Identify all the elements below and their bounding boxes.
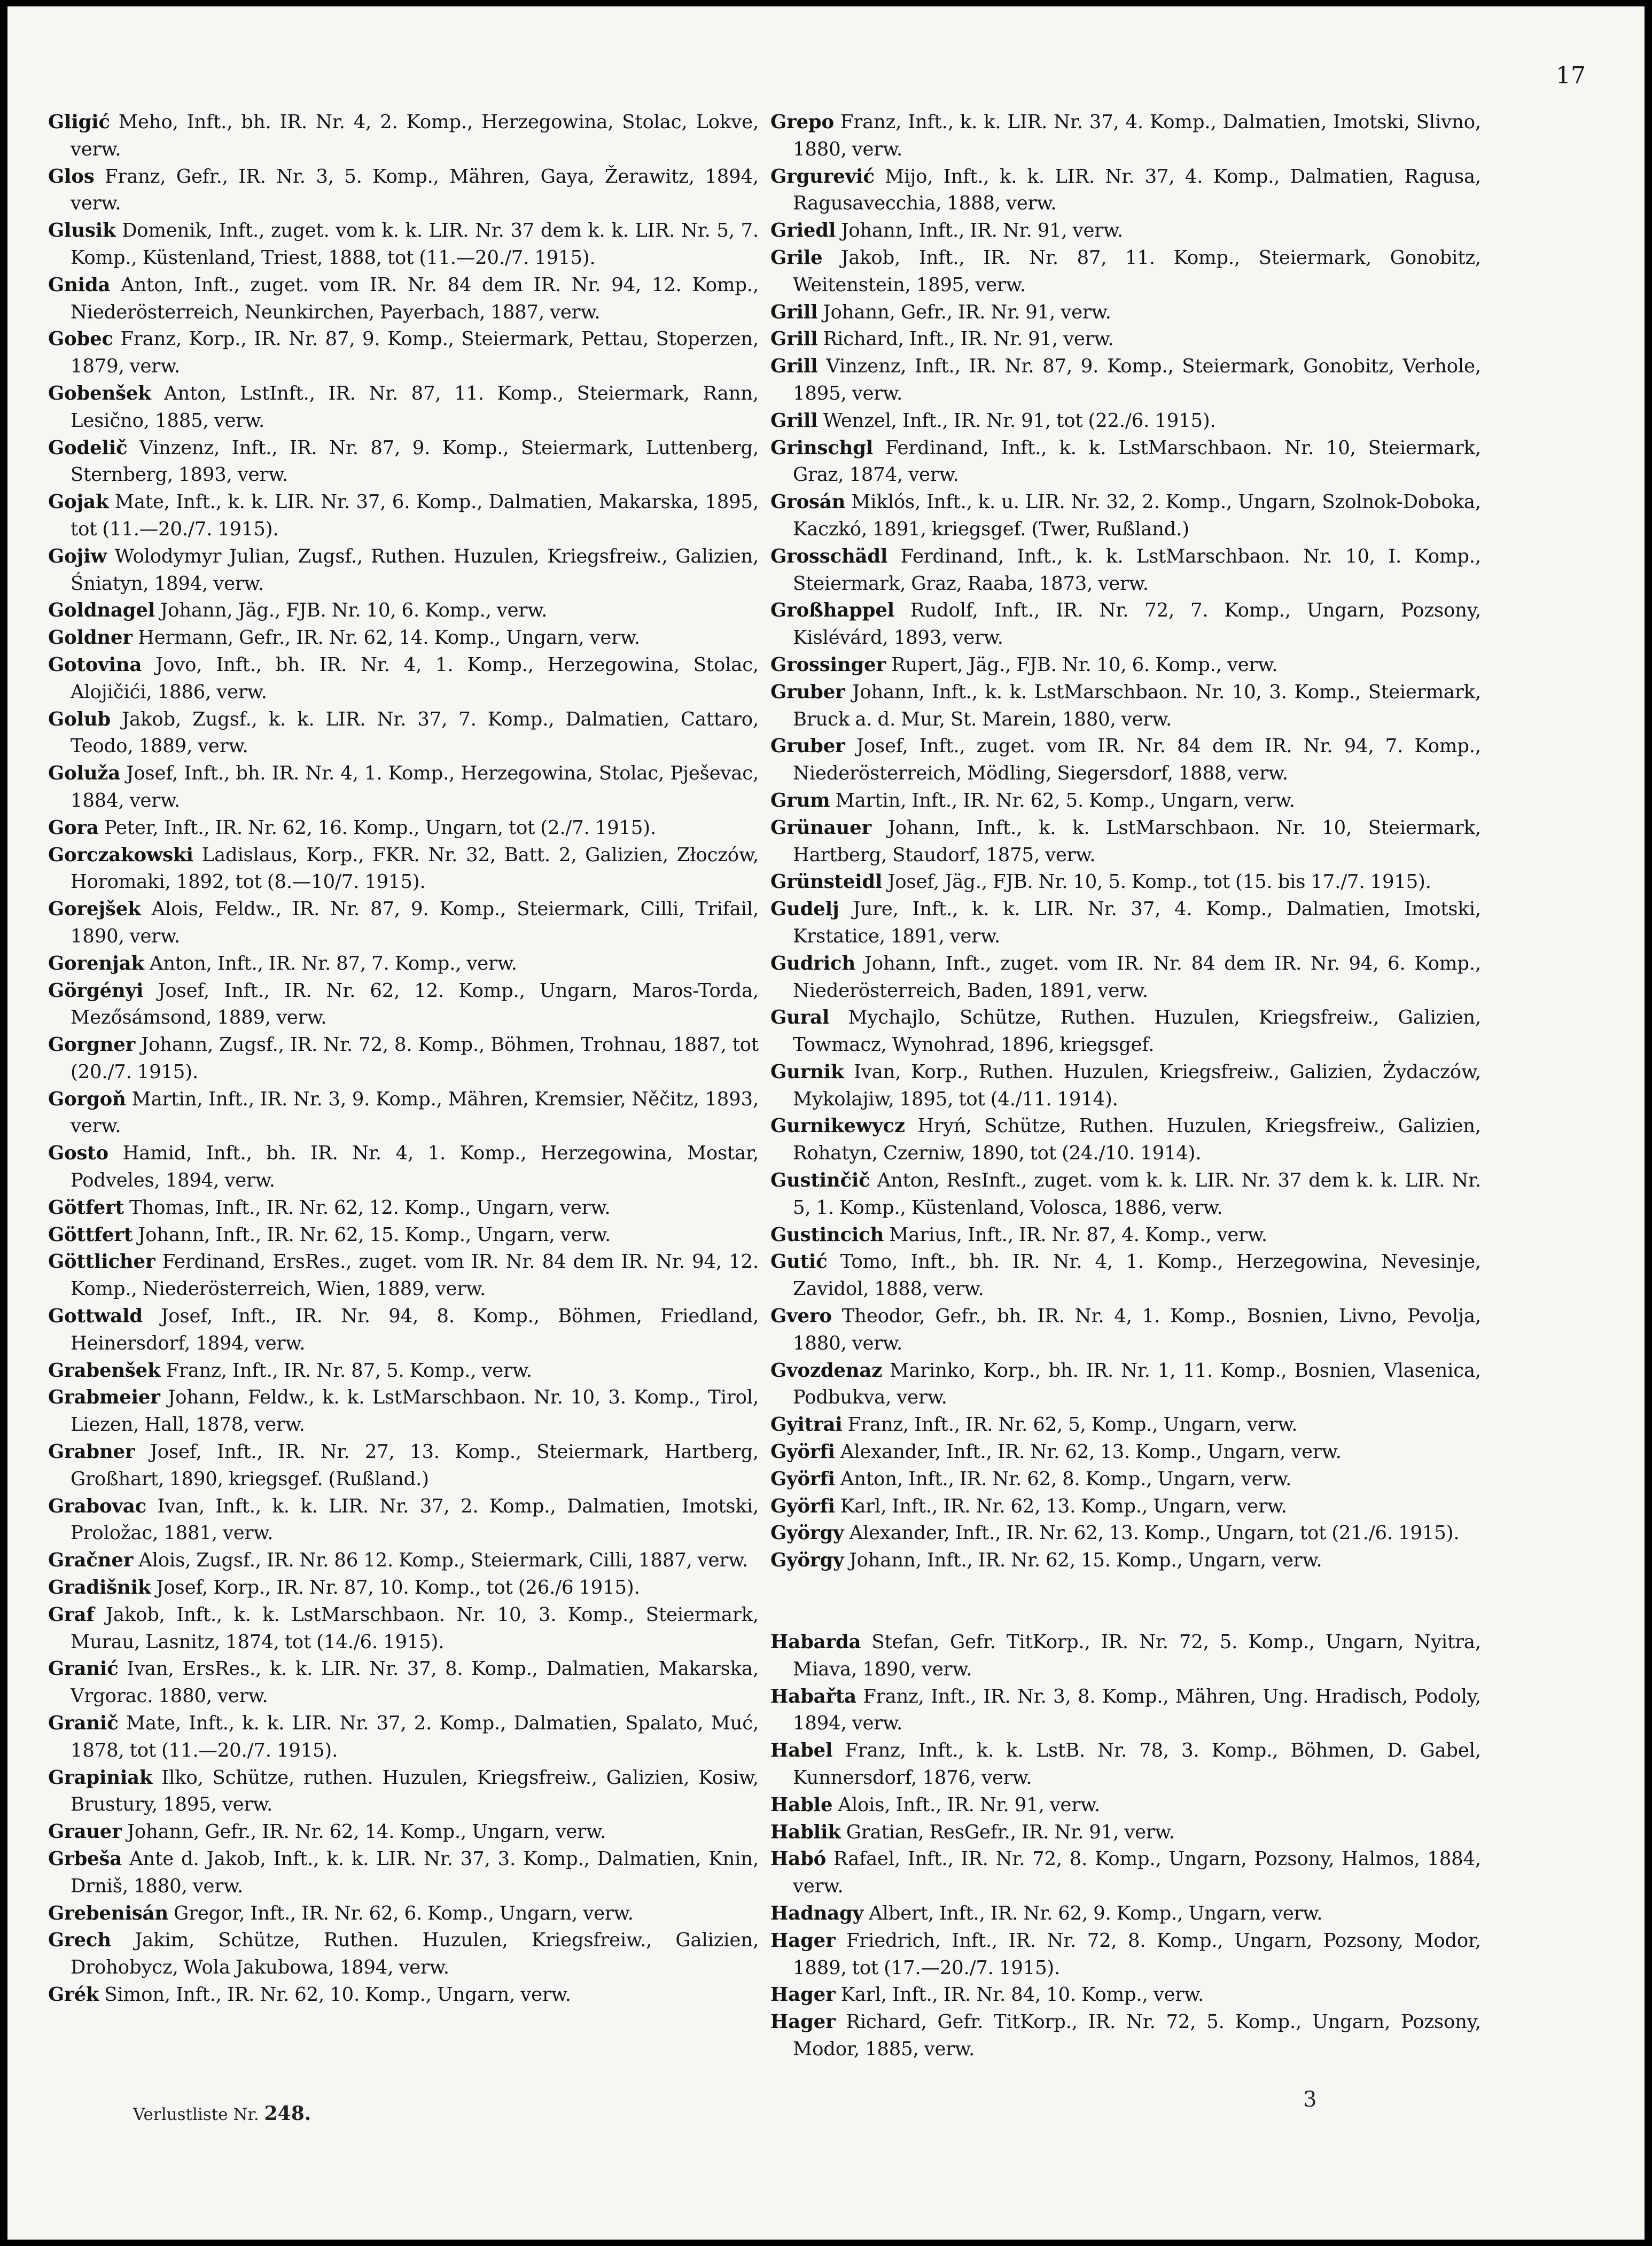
entry-surname: Glos: [48, 165, 95, 188]
entry-surname: Gvero: [770, 1305, 832, 1328]
entry-details: Johann, Inft., IR. Nr. 62, 15. Komp., Ungarn, verw.: [844, 1549, 1322, 1572]
entry-details: Anton, Inft., IR. Nr. 62, 8. Komp., Ungarn, verw.: [835, 1468, 1292, 1490]
footer-label: Verlustliste Nr.: [133, 2105, 259, 2124]
entry-details: Jakob, Zugsf., k. k. LIR. Nr. 37, 7. Komp., Dalmatien, Cattaro, Teodo, 1889, verw.: [71, 708, 759, 758]
list-entry: [770, 1547, 1481, 1574]
entry-surname: Grech: [48, 1929, 111, 1952]
list-entry: [770, 1439, 1481, 1466]
entry-surname: Grbeša: [48, 1848, 122, 1870]
list-entry: [48, 1249, 759, 1303]
entry-details: Ferdinand, Inft., k. k. LstMarschbaon. Nr. 10, I. Komp., Steiermark, Graz, Raaba, 1873, verw.: [793, 545, 1481, 595]
entry-surname: Hager: [770, 1984, 836, 2006]
entry-details: Jovo, Inft., bh. IR. Nr. 4, 1. Komp., Herzegowina, Stolac, Alojičići, 1886, verw.: [71, 653, 759, 703]
entry-details: Rafael, Inft., IR. Nr. 72, 8. Komp., Ungarn, Pozsony, Halmos, 1884, verw.: [793, 1848, 1481, 1898]
entry-surname: Györfi: [770, 1441, 835, 1463]
entry-details: Josef, Jäg., FJB. Nr. 10, 5. Komp., tot (15. bis 17./7. 1915).: [882, 871, 1431, 893]
entry-details: Mychajlo, Schütze, Ruthen. Huzulen, Kriegsfreiw., Galizien, Towmacz, Wynohrad, 1896, kriegsgef.: [793, 1007, 1481, 1056]
entry-surname: Gorgoň: [48, 1088, 126, 1110]
entry-details: Stefan, Gefr. TitKorp., IR. Nr. 72, 5. Komp., Ungarn, Nyitra, Miava, 1890, verw.: [793, 1631, 1481, 1680]
entry-surname: Grum: [770, 789, 830, 812]
entry-surname: Gorczakowski: [48, 844, 193, 866]
entry-surname: Golub: [48, 708, 111, 730]
entry-details: Rudolf, Inft., IR. Nr. 72, 7. Komp., Ungarn, Pozsony, Kislévárd, 1893, verw.: [793, 599, 1481, 649]
right-column-g-entries: [770, 109, 1481, 1574]
list-entry: [770, 1411, 1481, 1439]
list-entry: [770, 1167, 1481, 1222]
entry-details: Jure, Inft., k. k. LIR. Nr. 37, 4. Komp., Dalmatien, Imotski, Krstatice, 1891, verw.: [793, 898, 1481, 947]
entry-surname: Gotovina: [48, 653, 142, 676]
entry-surname: Gvozdenaz: [770, 1359, 883, 1382]
entry-details: Franz, Inft., k. k. LstB. Nr. 78, 3. Komp., Böhmen, D. Gabel, Kunnersdorf, 1876, verw.: [793, 1740, 1481, 1789]
footer-issue-number: 248.: [264, 2102, 311, 2125]
list-entry: [48, 1710, 759, 1765]
entry-surname: Graf: [48, 1603, 95, 1626]
entry-details: Johann, Feldw., k. k. LstMarschbaon. Nr. 10, 3. Komp., Tirol, Liezen, Hall, 1878, verw.: [71, 1386, 759, 1436]
entry-surname: Grebenisán: [48, 1902, 168, 1924]
entry-details: Mate, Inft., k. k. LIR. Nr. 37, 2. Komp., Dalmatien, Spalato, Muć, 1878, tot (11.—20./7. 1915).: [71, 1712, 759, 1761]
entry-surname: Görgényi: [48, 979, 144, 1002]
entry-details: Josef, Inft., IR. Nr. 62, 12. Komp., Ungarn, Maros-Torda, Mezősámsond, 1889, verw.: [71, 979, 759, 1029]
entry-details: Marinko, Korp., bh. IR. Nr. 1, 11. Komp., Bosnien, Vlasenica, Podbukva, verw.: [793, 1359, 1481, 1409]
entry-surname: Großhappel: [770, 599, 894, 622]
entry-details: Richard, Inft., IR. Nr. 91, verw.: [817, 328, 1114, 350]
entry-details: Anton, Inft., IR. Nr. 87, 7. Komp., verw.: [144, 952, 517, 974]
entry-surname: Grile: [770, 246, 823, 269]
entry-surname: Gruber: [770, 735, 845, 758]
right-column-h-entries: [770, 1629, 1481, 2063]
entry-surname: Grinschgl: [770, 436, 874, 459]
list-entry: [48, 1900, 759, 1928]
list-entry: [770, 1520, 1481, 1547]
entry-details: Alexander, Inft., IR. Nr. 62, 13. Komp., Ungarn, tot (21./6. 1915).: [844, 1522, 1460, 1545]
list-entry: [770, 869, 1481, 896]
entry-surname: Habó: [770, 1848, 827, 1870]
entry-surname: Grill: [770, 409, 818, 432]
entry-details: Ilko, Schütze, ruthen. Huzulen, Kriegsfreiw., Galizien, Kosiw, Brustury, 1895, verw.: [71, 1766, 759, 1816]
entry-details: Miklós, Inft., k. u. LIR. Nr. 32, 2. Komp., Ungarn, Szolnok-Doboka, Kaczkó, 1891, kriegsgef. (Twer, Rußland.): [793, 491, 1481, 540]
entry-details: Tomo, Inft., bh. IR. Nr. 4, 1. Komp., Herzegowina, Nevesinje, Zavidol, 1888, verw.: [793, 1251, 1481, 1300]
list-entry: [770, 1819, 1481, 1846]
entry-surname: Grünsteidl: [770, 871, 883, 893]
entry-surname: György: [770, 1522, 844, 1545]
entry-details: Hamid, Inft., bh. IR. Nr. 4, 1. Komp., Herzegowina, Mostar, Podveles, 1894, verw.: [71, 1142, 759, 1192]
list-entry: [48, 543, 759, 598]
entry-surname: Gračner: [48, 1549, 134, 1572]
list-entry: [770, 1249, 1481, 1303]
entry-details: Franz, Inft., k. k. LIR. Nr. 37, 4. Komp., Dalmatien, Imotski, Slivno, 1880, verw.: [793, 111, 1481, 160]
entry-details: Anton, LstInft., IR. Nr. 87, 11. Komp., Steiermark, Rann, Lesično, 1885, verw.: [71, 382, 759, 432]
entry-surname: Grossinger: [770, 653, 886, 676]
list-entry: [48, 435, 759, 489]
list-entry: [770, 217, 1481, 245]
list-entry: [770, 787, 1481, 815]
entry-details: Johann, Inft., IR. Nr. 62, 15. Komp., Ungarn, verw.: [133, 1223, 611, 1246]
entry-surname: Grapiniak: [48, 1766, 153, 1789]
entry-surname: Glusik: [48, 220, 116, 242]
entry-surname: Griedl: [770, 220, 836, 242]
list-entry: [48, 1574, 759, 1602]
entry-details: Ivan, Inft., k. k. LIR. Nr. 37, 2. Komp., Dalmatien, Imotski, Proložac, 1881, verw.: [71, 1495, 759, 1545]
list-entry: [770, 1493, 1481, 1520]
entry-details: Alois, Inft., IR. Nr. 91, verw.: [832, 1793, 1101, 1816]
entry-surname: Gudelj: [770, 898, 839, 921]
list-entry: [48, 1032, 759, 1086]
entry-surname: Gutić: [770, 1251, 828, 1273]
entry-surname: Gosto: [48, 1142, 108, 1165]
list-entry: [770, 353, 1481, 408]
list-entry: [770, 1059, 1481, 1113]
list-entry: [770, 1113, 1481, 1167]
entry-surname: Gobenšek: [48, 382, 151, 404]
entry-details: Johann, Inft., zuget. vom IR. Nr. 84 dem IR. Nr. 94, 6. Komp., Niederösterreich, Baden, 1891, verw.: [793, 952, 1481, 1002]
list-entry: [48, 1303, 759, 1358]
entry-details: Mate, Inft., k. k. LIR. Nr. 37, 6. Komp., Dalmatien, Makarska, 1895, tot (11.—20./7. 1915).: [71, 491, 759, 540]
list-entry: [770, 1900, 1481, 1928]
list-entry: [770, 652, 1481, 679]
entry-details: Johann, Inft., k. k. LstMarschbaon. Nr. 10, 3. Komp., Steiermark, Bruck a. d. Mur, St. Marein, 1880, verw.: [793, 681, 1481, 730]
entry-details: Ivan, Korp., Ruthen. Huzulen, Kriegsfreiw., Galizien, Żydaczów, Mykolajiw, 1895, tot (4./11. 1914).: [793, 1060, 1481, 1110]
list-entry: [48, 163, 759, 218]
entry-details: Ante d. Jakob, Inft., k. k. LIR. Nr. 37, 3. Komp., Dalmatien, Knin, Drniš, 1880, verw.: [71, 1848, 759, 1897]
entry-surname: Grabner: [48, 1441, 135, 1463]
section-gap: [770, 1574, 1481, 1629]
entry-surname: Grgurević: [770, 165, 875, 188]
entry-surname: Györfi: [770, 1468, 835, 1490]
list-entry: [770, 326, 1481, 353]
list-entry: [770, 2009, 1481, 2063]
list-entry: [48, 1195, 759, 1222]
entry-details: Friedrich, Inft., IR. Nr. 72, 8. Komp., Ungarn, Pozsony, Modor, 1889, tot (17.—20./7. 1915).: [793, 1929, 1481, 1979]
entry-surname: Grabenšek: [48, 1359, 161, 1382]
entry-details: Josef, Inft., IR. Nr. 94, 8. Komp., Böhmen, Friedland, Heinersdorf, 1894, verw.: [71, 1305, 759, 1354]
list-entry: [770, 109, 1481, 163]
entry-details: Anton, ResInft., zuget. vom k. k. LIR. Nr. 37 dem k. k. LIR. Nr. 5, 1. Komp., Küstenland, Volosca, 1886, verw.: [793, 1169, 1481, 1219]
list-entry: [770, 1629, 1481, 1683]
entry-details: Johann, Inft., k. k. LstMarschbaon. Nr. 10, Steiermark, Hartberg, Staudorf, 1875, verw.: [793, 816, 1481, 866]
list-entry: [770, 1466, 1481, 1493]
entry-surname: Godelič: [48, 436, 128, 459]
entry-details: Josef, Inft., zuget. vom IR. Nr. 84 dem IR. Nr. 94, 7. Komp., Niederösterreich, Mödling, Siegersdorf, 1888, verw.: [793, 735, 1481, 785]
entry-surname: Grill: [770, 301, 818, 323]
list-entry: [48, 842, 759, 896]
entry-details: Wenzel, Inft., IR. Nr. 91, tot (22./6. 1915).: [817, 409, 1216, 432]
list-entry: [770, 163, 1481, 218]
list-entry: [770, 1683, 1481, 1738]
list-entry: [770, 1792, 1481, 1819]
entry-details: Franz, Inft., IR. Nr. 62, 5, Komp., Ungarn, verw.: [842, 1414, 1298, 1436]
entry-details: Martin, Inft., IR. Nr. 62, 5. Komp., Ungarn, verw.: [830, 789, 1295, 812]
entry-surname: Gottwald: [48, 1305, 143, 1328]
list-entry: [770, 1358, 1481, 1412]
entry-details: Simon, Inft., IR. Nr. 62, 10. Komp., Ungarn, verw.: [99, 1983, 571, 2006]
entry-surname: Granić: [48, 1658, 119, 1680]
entry-surname: Hable: [770, 1793, 833, 1816]
entry-details: Marius, Inft., IR. Nr. 87, 4. Komp., verw.: [884, 1223, 1267, 1246]
entry-surname: Gudrich: [770, 952, 856, 974]
list-entry: [48, 489, 759, 543]
list-entry: [770, 1928, 1481, 1982]
entry-surname: Grék: [48, 1983, 99, 2006]
entry-details: Johann, Jäg., FJB. Nr. 10, 6. Komp., verw.: [155, 599, 548, 622]
entry-details: Meho, Inft., bh. IR. Nr. 4, 2. Komp., Herzegowina, Stolac, Lokve, verw.: [71, 111, 759, 160]
entry-surname: Habel: [770, 1740, 833, 1762]
entry-details: Ferdinand, Inft., k. k. LstMarschbaon. Nr. 10, Steiermark, Graz, 1874, verw.: [793, 436, 1481, 486]
entry-details: Rupert, Jäg., FJB. Nr. 10, 6. Komp., verw.: [885, 653, 1278, 676]
list-entry: [48, 1602, 759, 1656]
list-entry: [48, 950, 759, 978]
list-entry: [770, 733, 1481, 787]
entry-surname: Habarda: [770, 1631, 861, 1654]
entry-surname: Gurnik: [770, 1060, 844, 1083]
entry-surname: Grepo: [770, 111, 834, 133]
entry-details: Josef, Korp., IR. Nr. 87, 10. Komp., tot (26./6 1915).: [151, 1577, 640, 1599]
entry-surname: Granič: [48, 1712, 119, 1735]
entry-surname: Györfi: [770, 1495, 835, 1517]
entry-surname: Hablik: [770, 1821, 841, 1843]
list-entry: [48, 625, 759, 652]
scanned-page: [7, 6, 1645, 2240]
list-entry: [48, 706, 759, 761]
entry-details: Johann, Gefr., IR. Nr. 62, 14. Komp., Ungarn, verw.: [121, 1821, 606, 1843]
entry-surname: Gruber: [770, 681, 845, 703]
list-entry: [770, 950, 1481, 1005]
entry-details: Vinzenz, Inft., IR. Nr. 87, 9. Komp., Steiermark, Luttenberg, Sternberg, 1893, verw.: [71, 436, 759, 486]
entry-surname: Gurnikewycz: [770, 1115, 905, 1137]
list-entry: [48, 1656, 759, 1710]
list-entry: [48, 978, 759, 1032]
entry-surname: Göttfert: [48, 1223, 133, 1246]
entry-surname: Grauer: [48, 1821, 122, 1843]
entry-details: Jakob, Inft., IR. Nr. 87, 11. Komp., Steiermark, Gonobitz, Weitenstein, 1895, verw.: [793, 246, 1481, 296]
entry-details: Ferdinand, ErsRes., zuget. vom IR. Nr. 84 dem IR. Nr. 94, 12. Komp., Niederösterreich, Wien, 1889, verw.: [71, 1251, 759, 1300]
list-entry: [48, 109, 759, 163]
entry-details: Vinzenz, Inft., IR. Nr. 87, 9. Komp., Steiermark, Gonobitz, Verhole, 1895, verw.: [793, 355, 1481, 404]
entry-surname: Gradišnik: [48, 1577, 151, 1599]
entry-details: Thomas, Inft., IR. Nr. 62, 12. Komp., Ungarn, verw.: [123, 1196, 611, 1219]
entry-details: Richard, Gefr. TitKorp., IR. Nr. 72, 5. Komp., Ungarn, Pozsony, Modor, 1885, verw.: [793, 2011, 1481, 2060]
entry-surname: Grill: [770, 355, 818, 378]
signature-mark: 3: [1303, 2087, 1317, 2112]
list-entry: [770, 1303, 1481, 1358]
entry-surname: György: [770, 1549, 844, 1572]
entry-surname: Gorgner: [48, 1034, 136, 1056]
entry-surname: Götfert: [48, 1196, 124, 1219]
entry-details: Johann, Gefr., IR. Nr. 91, verw.: [817, 301, 1111, 323]
entry-surname: Grosschädl: [770, 545, 888, 567]
list-entry: [48, 1086, 759, 1141]
entry-details: Josef, Inft., IR. Nr. 27, 13. Komp., Steiermark, Hartberg, Großhart, 1890, kriegsgef. (Rußland.): [71, 1441, 759, 1490]
entry-surname: Goluža: [48, 762, 121, 785]
entry-surname: Grill: [770, 328, 818, 350]
list-entry: [48, 1765, 759, 1819]
entry-details: Gratian, ResGefr., IR. Nr. 91, verw.: [840, 1821, 1175, 1843]
page-number: 17: [1556, 62, 1586, 89]
list-entry: [48, 1927, 759, 1982]
entry-details: Franz, Inft., IR. Nr. 87, 5. Komp., verw.: [160, 1359, 532, 1382]
entry-details: Peter, Inft., IR. Nr. 62, 16. Komp., Ungarn, tot (2./7. 1915).: [98, 816, 656, 839]
list-entry: [48, 1140, 759, 1195]
entry-details: Karl, Inft., IR. Nr. 84, 10. Komp., verw.: [835, 1984, 1204, 2006]
entry-surname: Gorenjak: [48, 952, 144, 974]
list-entry: [770, 408, 1481, 435]
entry-details: Ivan, ErsRes., k. k. LIR. Nr. 37, 8. Komp., Dalmatien, Makarska, Vrgorac. 1880, verw.: [71, 1658, 759, 1707]
list-entry: [770, 299, 1481, 326]
entry-surname: Goldner: [48, 627, 133, 649]
entry-surname: Grabovac: [48, 1495, 146, 1517]
list-entry: [770, 435, 1481, 489]
entry-details: Hryń, Schütze, Ruthen. Huzulen, Kriegsfreiw., Galizien, Rohatyn, Czerniw, 1890, tot (24./10. 1914).: [793, 1115, 1481, 1165]
right-column: [770, 109, 1481, 2063]
list-entry: [48, 380, 759, 435]
entry-details: Hermann, Gefr., IR. Nr. 62, 14. Komp., Ungarn, verw.: [132, 627, 640, 649]
entry-surname: Gural: [770, 1007, 830, 1029]
entry-details: Gregor, Inft., IR. Nr. 62, 6. Komp., Ungarn, verw.: [168, 1902, 634, 1924]
list-entry: [770, 1982, 1481, 2009]
list-entry: [48, 760, 759, 815]
entry-details: Jakob, Inft., k. k. LstMarschbaon. Nr. 10, 3. Komp., Steiermark, Murau, Lasnitz, 1874, tot (14./6. 1915).: [71, 1603, 759, 1653]
list-entry: [48, 652, 759, 706]
entry-details: Johann, Zugsf., IR. Nr. 72, 8. Komp., Böhmen, Trohnau, 1887, tot (20./7. 1915).: [71, 1034, 759, 1083]
entry-details: Ladislaus, Korp., FKR. Nr. 32, Batt. 2, Galizien, Złoczów, Horomaki, 1892, tot (8.—10/7. 1915).: [71, 844, 759, 893]
entry-details: Albert, Inft., IR. Nr. 62, 9. Komp., Ungarn, verw.: [863, 1902, 1323, 1924]
entry-surname: Gustinčič: [770, 1169, 870, 1192]
entry-surname: Goldnagel: [48, 599, 155, 622]
entry-surname: Grünauer: [770, 816, 871, 839]
list-entry: [48, 597, 759, 625]
entry-surname: Gyitrai: [770, 1414, 843, 1436]
list-entry: [48, 1846, 759, 1900]
entry-surname: Hager: [770, 1929, 836, 1952]
list-entry: [48, 815, 759, 842]
entry-details: Alexander, Inft., IR. Nr. 62, 13. Komp., Ungarn, verw.: [835, 1441, 1342, 1463]
list-entry: [770, 1737, 1481, 1792]
entry-surname: Gobec: [48, 328, 113, 350]
list-entry: [48, 1222, 759, 1249]
list-entry: [48, 1547, 759, 1574]
entry-surname: Gnida: [48, 274, 111, 296]
list-entry: [48, 1493, 759, 1548]
entry-details: Anton, Inft., zuget. vom IR. Nr. 84 dem IR. Nr. 94, 12. Komp., Niederösterreich, Neunkirchen, Payerbach, 1887, verw.: [71, 274, 759, 323]
entry-surname: Hadnagy: [770, 1902, 864, 1924]
list-entry: [48, 1439, 759, 1493]
list-entry: [48, 272, 759, 326]
entry-surname: Gojiw: [48, 545, 107, 567]
entry-surname: Gojak: [48, 491, 109, 513]
entry-details: Josef, Inft., bh. IR. Nr. 4, 1. Komp., Herzegowina, Stolac, Pješevac, 1884, verw.: [71, 762, 759, 812]
list-entry: [770, 597, 1481, 652]
list-entry: [770, 1222, 1481, 1249]
entry-details: Domenik, Inft., zuget. vom k. k. LIR. Nr. 37 dem k. k. LIR. Nr. 5, 7. Komp., Küstenland, Triest, 1888, tot (11.—20./7. 1915).: [71, 220, 759, 269]
entry-surname: Gligić: [48, 111, 110, 133]
entry-surname: Gorejšek: [48, 898, 141, 921]
list-entry: [48, 217, 759, 272]
entry-surname: Habařta: [770, 1685, 856, 1707]
entry-details: Franz, Inft., IR. Nr. 3, 8. Komp., Mähren, Ung. Hradisch, Podoly, 1894, verw.: [793, 1685, 1481, 1735]
entry-details: Mijo, Inft., k. k. LIR. Nr. 37, 4. Komp., Dalmatien, Ragusa, Ragusavecchia, 1888, verw.: [793, 165, 1481, 215]
entry-details: Alois, Zugsf., IR. Nr. 86 12. Komp., Steiermark, Cilli, 1887, verw.: [133, 1549, 749, 1572]
entry-surname: Grabmeier: [48, 1386, 160, 1409]
entry-details: Wolodymyr Julian, Zugsf., Ruthen. Huzulen, Kriegsfreiw., Galizien, Śniatyn, 1894, verw.: [71, 545, 759, 595]
entry-surname: Göttlicher: [48, 1251, 155, 1273]
list-entry: [770, 489, 1481, 543]
left-column: [48, 109, 759, 2009]
list-entry: [48, 1982, 759, 2009]
list-entry: [770, 1004, 1481, 1059]
entry-surname: Gora: [48, 816, 99, 839]
entry-details: Franz, Gefr., IR. Nr. 3, 5. Komp., Mähren, Gaya, Žerawitz, 1894, verw.: [71, 165, 759, 215]
list-entry: [770, 245, 1481, 299]
entry-details: Johann, Inft., IR. Nr. 91, verw.: [836, 220, 1124, 242]
list-entry: [48, 896, 759, 950]
entry-surname: Hager: [770, 2011, 836, 2033]
list-entry: [770, 896, 1481, 950]
list-entry: [770, 815, 1481, 869]
list-entry: [770, 679, 1481, 734]
entry-details: Karl, Inft., IR. Nr. 62, 13. Komp., Ungarn, verw.: [835, 1495, 1287, 1517]
list-entry: [48, 326, 759, 380]
footer-issue-label: [133, 2102, 311, 2125]
list-entry: [48, 1358, 759, 1385]
entry-details: Theodor, Gefr., bh. IR. Nr. 4, 1. Komp., Bosnien, Livno, Pevolja, 1880, verw.: [793, 1305, 1481, 1354]
list-entry: [770, 1846, 1481, 1900]
list-entry: [48, 1819, 759, 1846]
entry-surname: Gustincich: [770, 1223, 884, 1246]
list-entry: [770, 543, 1481, 598]
entry-surname: Grosán: [770, 491, 846, 513]
entry-details: Martin, Inft., IR. Nr. 3, 9. Komp., Mähren, Kremsier, Něčitz, 1893, verw.: [71, 1088, 759, 1137]
entry-details: Jakim, Schütze, Ruthen. Huzulen, Kriegsfreiw., Galizien, Drohobycz, Wola Jakubowa, 1894, verw.: [71, 1929, 759, 1979]
entry-details: Franz, Korp., IR. Nr. 87, 9. Komp., Steiermark, Pettau, Stoperzen, 1879, verw.: [71, 328, 759, 378]
list-entry: [48, 1384, 759, 1439]
entry-details: Alois, Feldw., IR. Nr. 87, 9. Komp., Steiermark, Cilli, Trifail, 1890, verw.: [71, 898, 759, 947]
